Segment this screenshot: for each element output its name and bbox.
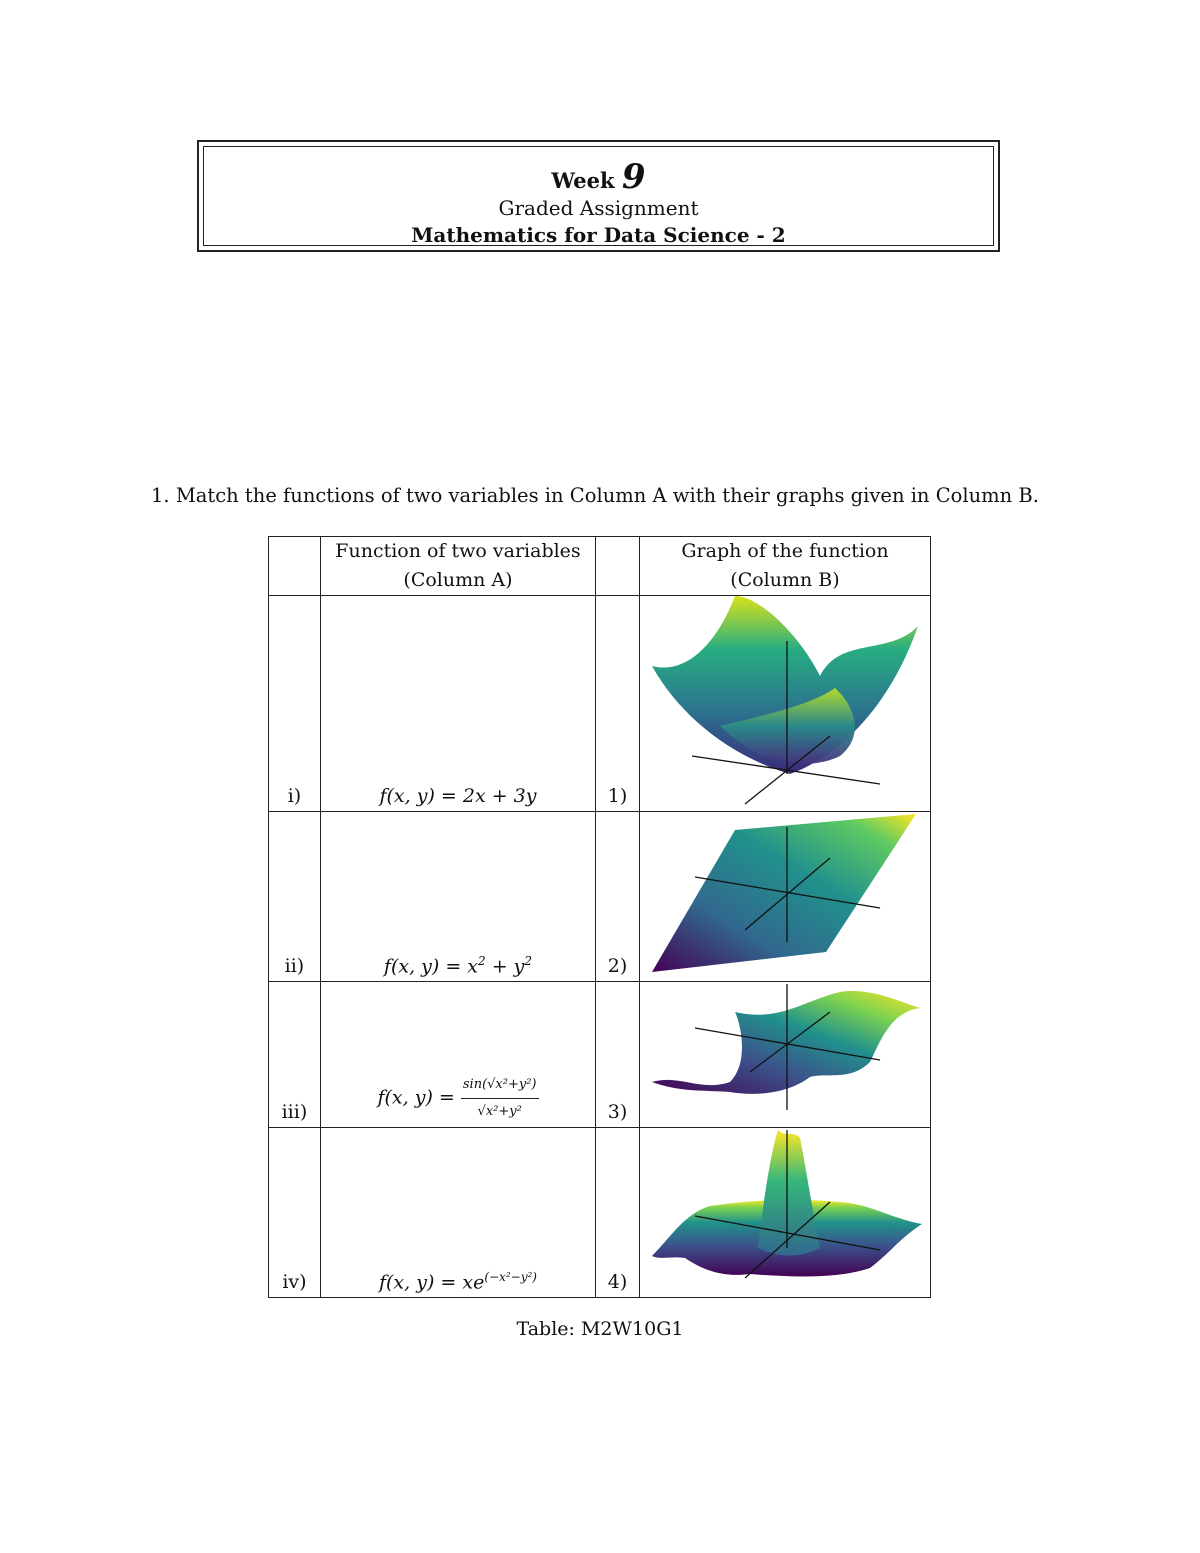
blank-header — [269, 537, 321, 596]
exponent: (−x²−y²) — [484, 1269, 537, 1284]
function-paraboloid — [320, 812, 595, 982]
column-a-header-line2: (Column A) — [403, 569, 513, 591]
graph-cell — [639, 812, 930, 982]
graph-index: 4) — [596, 1128, 640, 1298]
roman-index: iii) — [269, 982, 321, 1128]
blank-header-2 — [596, 537, 640, 596]
fraction — [461, 1072, 539, 1125]
question-number: 1. — [151, 484, 170, 507]
week-label: Week — [551, 168, 615, 193]
graph-cell — [639, 596, 930, 812]
function-text: f(x, y) = xe — [378, 1271, 485, 1293]
function-text: + y — [485, 955, 525, 977]
question-text — [151, 484, 1039, 507]
title-inner-frame — [203, 146, 994, 246]
question-body: Match the functions of two variables in Column A with their graphs given in Column B. — [175, 484, 1039, 507]
graph-index: 3) — [596, 982, 640, 1128]
course-title: Mathematics for Data Science - 2 — [411, 223, 786, 247]
function-gaussian — [320, 1128, 595, 1298]
saddle-wave-graph — [640, 982, 930, 1126]
paraboloid-graph — [640, 596, 930, 810]
roman-index: i) — [269, 596, 321, 812]
column-b-header — [639, 537, 930, 596]
function-sinc — [320, 982, 595, 1128]
exponent: 2 — [524, 953, 533, 968]
week-heading — [204, 157, 993, 197]
table-row — [269, 596, 931, 812]
graph-index: 2) — [596, 812, 640, 982]
function-text: f(x, y) = x — [383, 955, 479, 977]
table-row — [269, 1128, 931, 1298]
table-row — [269, 982, 931, 1128]
graph-cell — [639, 1128, 930, 1298]
graph-cell — [639, 982, 930, 1128]
week-number: 9 — [621, 157, 646, 197]
function-text: f(x, y) = — [377, 1086, 455, 1109]
roman-index: ii) — [269, 812, 321, 982]
column-a-header-line1: Function of two variables — [335, 540, 581, 562]
column-a-header — [320, 537, 595, 596]
function-linear: f(x, y) = 2x + 3y — [320, 596, 595, 812]
roman-index: iv) — [269, 1128, 321, 1298]
sinc-ripple-graph — [640, 1128, 930, 1296]
fraction-numerator: sin(√x²+y²) — [461, 1072, 539, 1099]
title-box — [197, 140, 1000, 252]
plane-surface — [652, 814, 916, 972]
table-caption: Table: M2W10G1 — [516, 1318, 684, 1340]
assignment-type: Graded Assignment — [498, 196, 699, 220]
table-row — [269, 812, 931, 982]
plane-graph — [640, 812, 930, 980]
exponent: 2 — [478, 953, 486, 968]
saddle-wave-surface — [652, 991, 920, 1094]
column-b-header-line1: Graph of the function — [681, 540, 889, 562]
graph-index: 1) — [596, 596, 640, 812]
table-header-row — [269, 537, 931, 596]
matching-table — [268, 536, 931, 1298]
fraction-denominator: √x²+y² — [477, 1104, 522, 1119]
column-b-header-line2: (Column B) — [730, 569, 840, 591]
